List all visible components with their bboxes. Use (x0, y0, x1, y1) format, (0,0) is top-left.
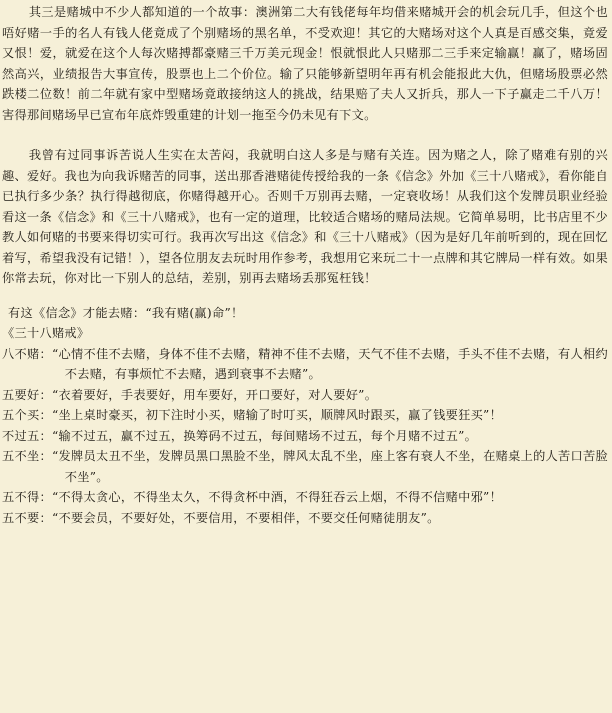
rule-item (2, 344, 608, 385)
rule-label: 五不坐： (2, 449, 52, 463)
paragraph-casino-story: 其三是赌城中不少人都知道的一个故事：澳洲第二大有钱佬每年均借来赌城开会的机会玩几手，但这个也唔好赌一手的名人有钱人佬竟成了个别赌场的黑名单，不受欢迎！其它的大赌场对这个人真是百感交集，竟爱又恨！爱，就爱在这个人每次赌搏都豪赌三千万美元现金！恨就恨此人只赌那二三手来定输赢！赢了，赌场固然高兴，业绩报告大事宣传，股票也上二个价位。输了只能够新望明年再有机会能报此大仇，但赌场股票必然跌楼二位数！前二年就有家中型赌场竟敢接纳这人的挑战，结果赔了夫人又折兵，那人一下子赢走二千八万！害得那间赌场早已宣布年底炸毁重建的计划一拖至今仍未见有下文。 (2, 5, 608, 122)
rule-text: “不要会员，不要好处，不要信用，不要相伴，不要交任何赌徒朋友”。 (51, 510, 440, 525)
rule-item (2, 446, 608, 487)
rule-label: 五要好： (2, 387, 52, 402)
rule-text: “心情不佳不去赌，身体不佳不去赌，精神不佳不去赌，天气不佳不去赌，手头不佳不去赌，有人相约不去赌，有事烦忙不去赌，遇到衰事不去赌”。 (51, 346, 608, 381)
paragraph-gambling-advice: 我曾有过同事诉苦说人生实在太苦闷，我就明白这人多是与赌有关连。因为赌之人，除了赌难有别的兴趣、爱好。我也为向我诉赌苦的同事，送出那香港赌徒传授给我的一条《信念》外加《三十八赌戒》，看你能自已执行多少条？执行得越彻底，你赌得越开心。否则千万别再去赌，一定衰收场！从我们这个发牌员职业经验看这一条《信念》和《三十八赌戒》，也有一定的道理，比较适合赌场的赌局法规。它简单易明，比书店里不少教人如何赌的书要来得切实可行。我再次写出这《信念》和《三十八赌戒》（因为是好几年前听到的，现在回忆着写，希望我没有记错！），望各位朋友去玩时用作参考，我想用它来玩二十一点牌和其它牌局一样有效。如果你常去玩，你对比一下别人的总结，差别，别再去赌场丢那冤枉钱！ (2, 148, 608, 285)
rule-text: “发牌员太丑不坐，发牌员黑口黑脸不坐，牌风太乱不坐，座上客有衰人不坐，在赌桌上的人苦口苦脸不坐”。 (51, 449, 608, 484)
paragraph-gap (2, 289, 608, 303)
rule-item (2, 405, 608, 426)
rule-label: 五不要： (2, 510, 52, 525)
belief-heading: 有这《信念》才能去赌：“我有赌(赢)命”！ (8, 305, 244, 320)
rule-text: “输不过五，赢不过五，换筹码不过五，每间赌场不过五，每个月赌不过五”。 (51, 428, 478, 443)
rule-item (2, 426, 608, 447)
article (2, 2, 608, 528)
rule-label: 八不赌： (2, 346, 52, 361)
rules-title: 《三十八赌戒》 (2, 326, 90, 340)
rule-item (2, 487, 608, 508)
rules-list (2, 344, 608, 529)
rule-text: “坐上桌时豪买，初下注时小买，赌输了时叮买，顺牌风时跟买，赢了钱要狂买”！ (51, 408, 503, 422)
rule-item (2, 385, 608, 406)
rule-label: 五不得： (2, 490, 52, 504)
rule-text: “不得太贪心，不得坐太久，不得贪杯中酒，不得狂吞云上烟，不得不信赌中邪”！ (51, 490, 503, 504)
rule-label: 不过五： (2, 428, 52, 443)
paragraph-gap (2, 125, 608, 145)
rule-item (2, 508, 608, 529)
rule-label: 五个买： (2, 408, 52, 422)
rule-text: “衣着要好，手表要好，用车要好，开口要好，对人要好”。 (51, 387, 378, 402)
